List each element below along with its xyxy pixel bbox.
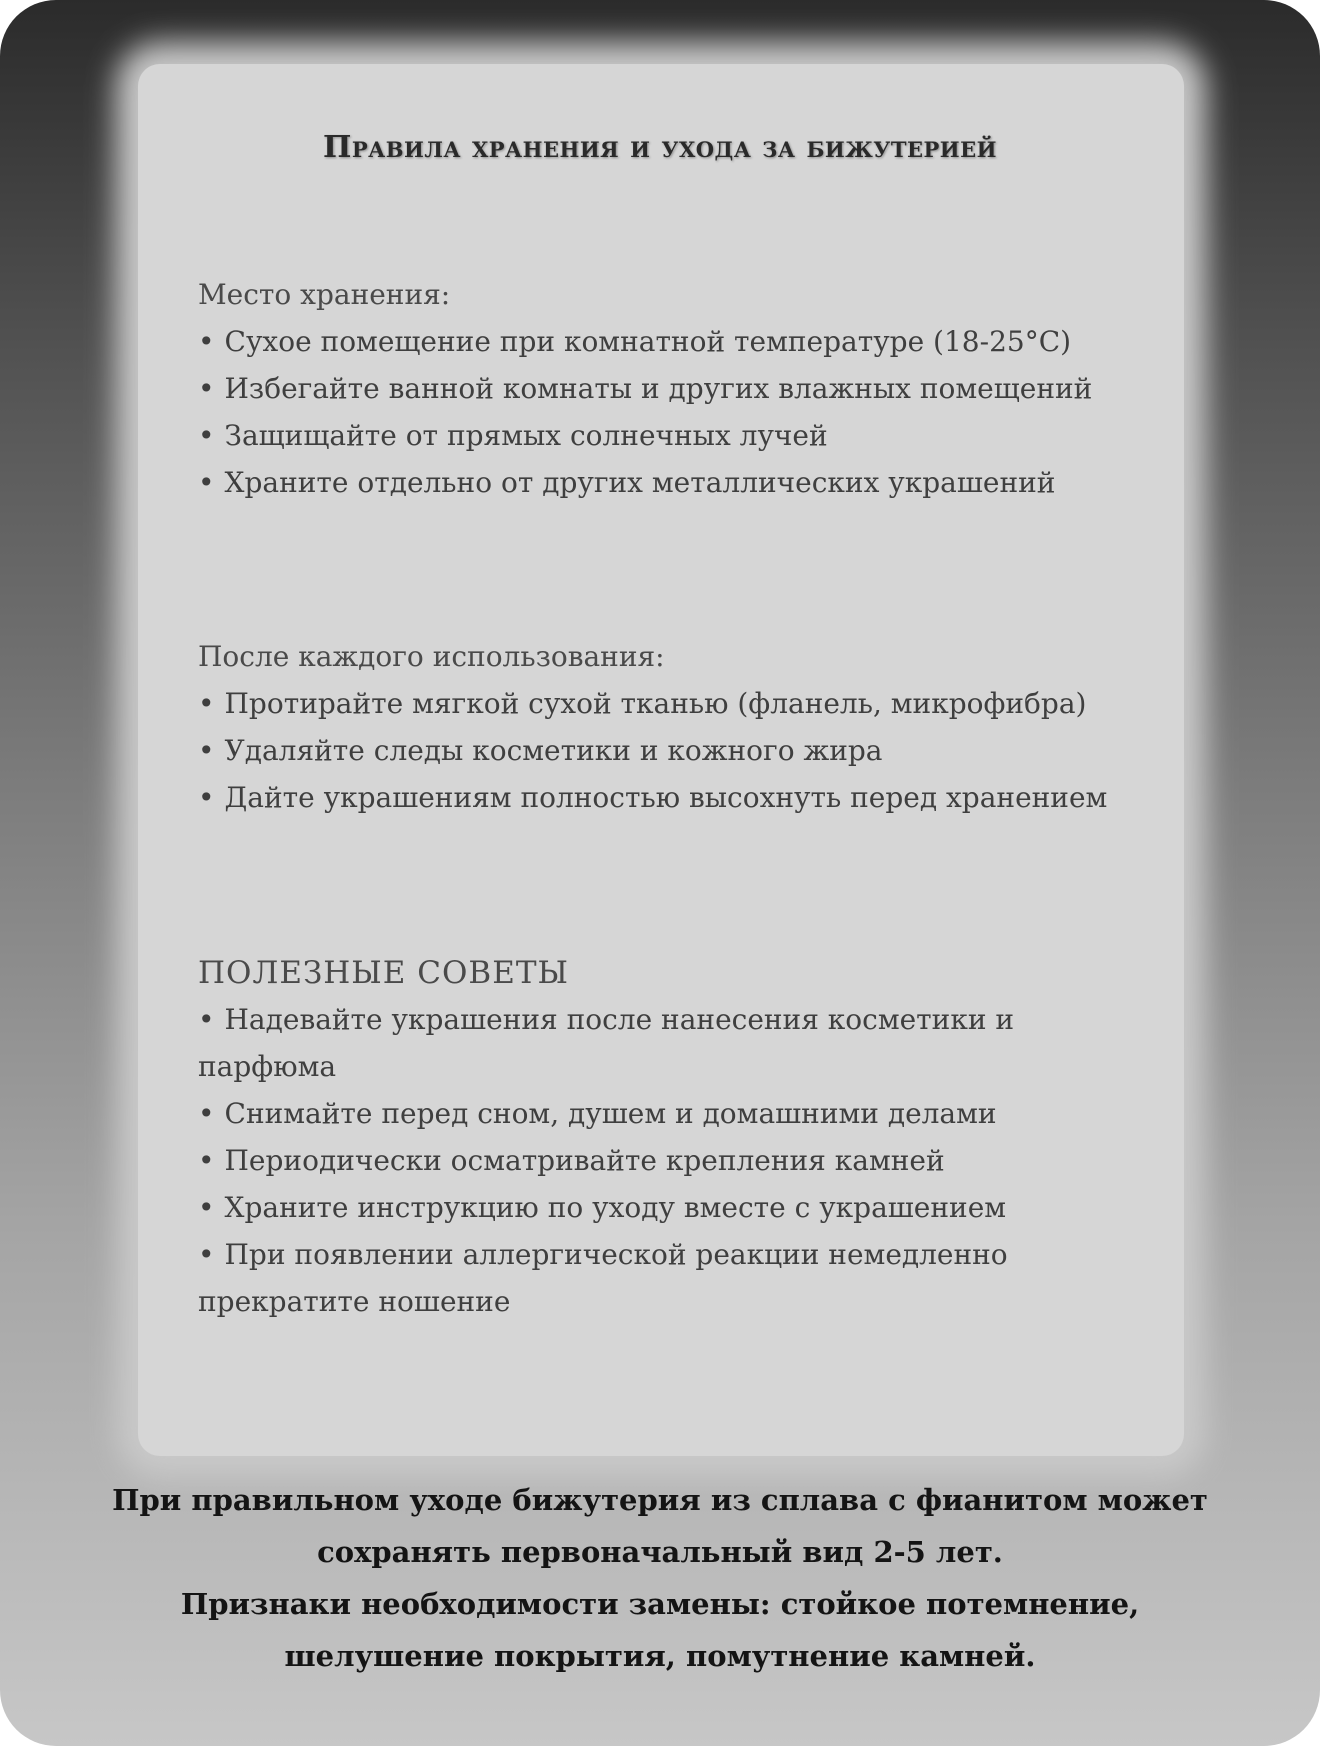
bullet-icon: •: [198, 1003, 215, 1036]
bullet-icon: •: [198, 781, 215, 814]
list-item: • Храните отдельно от других металлических украшений: [198, 466, 1056, 499]
list-item: • Дайте украшениям полностью высохнуть перед хранением: [198, 781, 1108, 814]
bullet-icon: •: [198, 372, 215, 405]
bullet-icon: •: [198, 734, 215, 767]
bullet-icon: •: [198, 1144, 215, 1177]
list-item: • Надевайте украшения после нанесения косметики и парфюма: [198, 1003, 1015, 1083]
section-after-use: [198, 634, 1158, 821]
bullet-icon: •: [198, 1097, 215, 1130]
section-storage-place: [198, 272, 1158, 506]
list-item: • Сухое помещение при комнатной температуре (18-25°C): [198, 325, 1072, 358]
document-title: Правила хранения и ухода за бижутерией: [323, 130, 997, 165]
list-item: • Снимайте перед сном, душем и домашними делами: [198, 1097, 997, 1130]
footer-line: При правильном уходе бижутерия из сплава с фианитом может: [112, 1483, 1208, 1517]
section-heading: Место хранения:: [198, 278, 451, 311]
section-useful-tips: [198, 950, 1058, 1325]
list-item: • Удаляйте следы косметики и кожного жира: [198, 734, 883, 767]
list-item: • Протирайте мягкой сухой тканью (фланель, микрофибра): [198, 687, 1087, 720]
list-item: • Избегайте ванной комнаты и других влажных помещений: [198, 372, 1093, 405]
bullet-icon: •: [198, 1238, 215, 1271]
list-item: • Защищайте от прямых солнечных лучей: [198, 419, 828, 452]
list-item: • Храните инструкцию по уходу вместе с украшением: [198, 1191, 1007, 1224]
list-item: • При появлении аллергической реакции немедленно прекратите ношение: [198, 1238, 1008, 1318]
footer-line: Признаки необходимости замены: стойкое потемнение,: [180, 1587, 1140, 1621]
list-item: • Периодически осматривайте крепления камней: [198, 1144, 945, 1177]
bullet-icon: •: [198, 1191, 215, 1224]
footer-line: сохранять первоначальный вид 2-5 лет.: [317, 1535, 1003, 1569]
bullet-icon: •: [198, 419, 215, 452]
section-heading: После каждого использования:: [198, 640, 665, 673]
section-heading: ПОЛЕЗНЫЕ СОВЕТЫ: [198, 955, 570, 991]
bullet-icon: •: [198, 325, 215, 358]
bullet-icon: •: [198, 687, 215, 720]
footer-line: шелушение покрытия, помутнение камней.: [284, 1639, 1036, 1673]
bullet-icon: •: [198, 466, 215, 499]
footer-note: [0, 1474, 1320, 1682]
